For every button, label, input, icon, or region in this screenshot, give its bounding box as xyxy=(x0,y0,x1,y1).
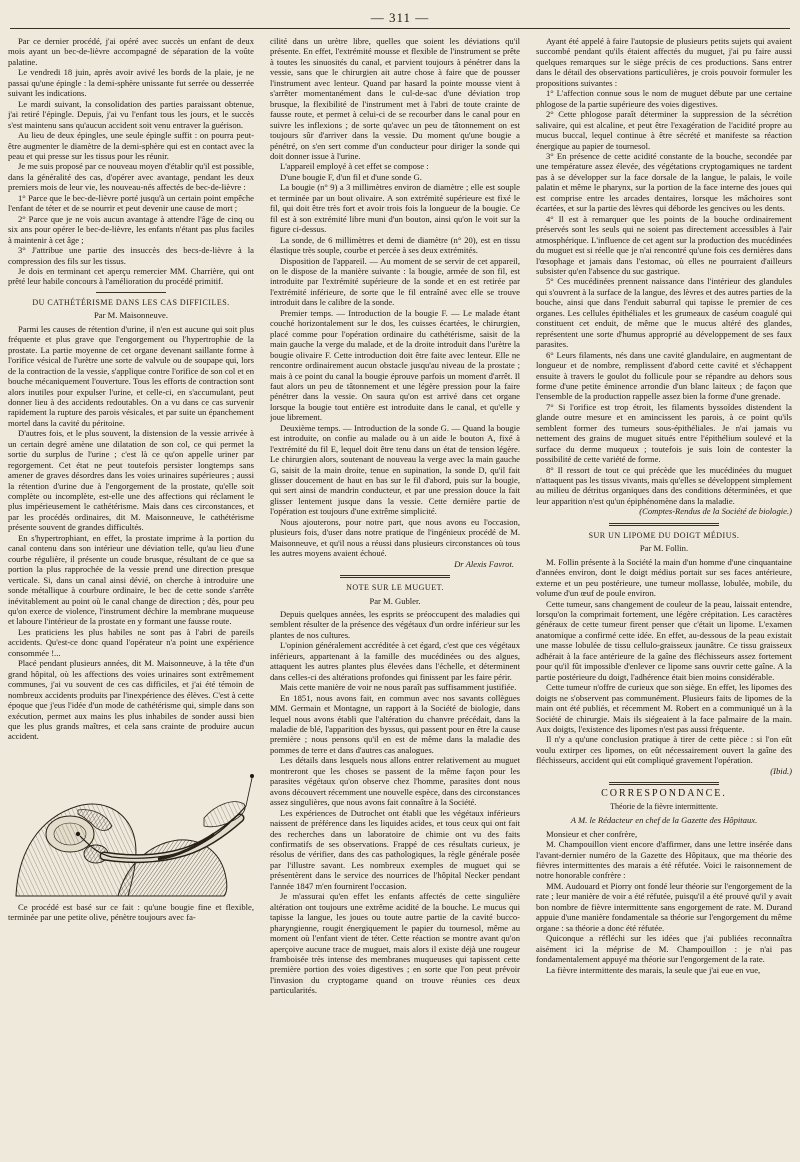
paragraph: Les expériences de Dutrochet ont établi que les végétaux inférieurs naissent de préférence dans les liquides acides, et tous ceux qui ont fait des recherches dans un laboratoire de chimie ont vu des faits confirmatifs de ses observations. Frappé de ces résultats curieux, je résolus de vérifier, dans des cas pathologiques, la règle générale posée par l'illustre savant. Les nombreux exemples de muguet qui se présentèrent dans le service des nourrices de l'hôpital Necker pendant l'année 1847 m'en fournirent l'occasion. xyxy=(270,807,520,891)
correspondence-address: A M. le Rédacteur en chef de la Gazette des Hôpitaux. xyxy=(570,815,758,826)
paragraph: 2° Parce que je ne vois aucun avantage à attendre l'âge de cinq ou six ans pour opérer le bec-de-lièvre, les enfants n'étant pas plus faciles à maintenir à cet âge ; xyxy=(8,213,254,245)
header-rule xyxy=(10,28,790,29)
paragraph: Par ce dernier procédé, j'ai opéré avec succès un enfant de deux mois ayant un bec-de-lièvre accompagné de séparation de la voûte palatine. xyxy=(8,36,254,67)
anatomical-engraving-icon xyxy=(8,748,254,898)
section-separator xyxy=(609,523,719,526)
paragraph: L'appareil employé à cet effet se compose : xyxy=(280,161,429,172)
paragraph: La bougie (n° 9) a 3 millimètres environ de diamètre ; elle est souple et terminée par un bout olivaire. A son extrémité supérieure est fixé le fil, qui doit être très fort et avoir trois fois la longueur de la bougie. Ce fil est à son extrémité libre muni d'un bouton, ainsi qu'on le voit sur la figure ci-dessus. xyxy=(270,182,520,235)
paragraph: 4° Il est à remarquer que les points de la bouche ordinairement préservés sont les seuls qui ne soient pas directement accessibles à l'air atmosphérique. L'influence de cet agent sur la production des mucédinées du muguet est si réelle que je n'ai rencontré qu'une fois ces dernières dans l'œsophage et jamais dans l'estomac, où elles ne pourraient d'ailleurs subsister qu'en l'absence du suc gastrique. xyxy=(536,213,792,276)
paragraph: D'autres fois, et le plus souvent, la distension de la vessie arrivée à un certain degré amène une dilatation de son col, ce qui permet la sortie du surplus de l'urine ; c'est là ce qu'on appelle uriner par regorgement. Cet état ne peut toutefois persister longtemps sans amener de graves désordres dans les voies urinaires supérieures ; aussi la rétention d'urine due à l'engorgement de la prostate, qu'elle soit complète ou incomplète, est-elle une des affections qui réclament le plus impérieusement le cathétérisme. Mais dans ces circonstances, et par les procédés ordinaires, dit M. Maisonneuve, le cathétérisme présente souvent de grandes difficultés. xyxy=(8,428,254,533)
section-title: DU CATHÉTÉRISME DANS LES CAS DIFFICILES. xyxy=(32,297,230,307)
section-separator xyxy=(340,575,450,578)
section-title: NOTE SUR LE MUGUET. xyxy=(346,583,444,593)
figure-caption: Ce procédé est basé sur ce fait : qu'une bougie fine et flexible, terminée par une petite olive, pénètre toujours avec fa- xyxy=(8,901,254,923)
paragraph: 3° En présence de cette acidité constante de la bouche, secondée par une température assez élevée, des végétations cryptogamiques ne tardent pas à se développer sur la face dorsale de la langue, le palais, le voile palatin et même le pharynx, sur la portion de la face interne des joues qui est comprise entre les arcades dentaires, lorsque les mâchoires sont écartées, et sur la partie des lèvres qui déborde les gencives ou les dents. xyxy=(536,150,792,214)
section-title: SUR UN LIPOME DU DOIGT MÉDIUS. xyxy=(588,530,740,540)
paragraph: Cette tumeur n'offre de curieux que son siège. En effet, les lipomes des doigts ne s'observent pas communément. Plusieurs faits de lipomes de la main ont été publiés, et récemment M. Robert en a communiqué un à la Société de chirurgie. Mais ils siégeaient à la face palmaire de la main. Aux doigts, l'existence des lipomes n'est pas aussi fréquente. xyxy=(536,682,792,734)
paragraph: En 1851, nous avons fait, en commun avec nos savants collègues MM. Germain et Montagne, un rapport à la Société de biologie, dans lequel nous avons établi que l'altération du chanvre précédait, dans la maladie de blé, l'apparition des byssus, qui passent pour en être la cause première ; nous pensons qu'il en est de même dans la maladie des pommes de terre et dans d'autres cas analogues. xyxy=(270,692,520,755)
catheter-illustration xyxy=(8,748,254,898)
paragraph: MM. Audouard et Piorry ont fondé leur théorie sur l'engorgement de la rate ; leur manière de voir a été réfutée, puisqu'il a été prouvé qu'il y avait bon nombre de fièvre intermittente sans engorgement de rate. M. Durand appuie d'une manière fondamentale sa théorie sur l'engorgement du même organe : sa théorie a donc été réfutée. xyxy=(536,880,792,933)
paragraph: Le vendredi 18 juin, après avoir avivé les bords de la plaie, je ne passai qu'une épingle : la demi-sphère unissante fut serrée ou desserrée suivant les indications. xyxy=(8,67,254,99)
section-author: Par M. Follin. xyxy=(639,543,689,554)
paragraph: Je m'assurai qu'en effet les enfants affectés de cette singulière altération ont toujours une extrême acidité de la bouche. Le mucus qui tapisse la langue, les joues ou toute autre partie de la cavité bucco-pharyngienne, rougit énergiquement le papier du tournesol, même au moment où l'enfant vient de téter. Cette réaction se montre avant qu'on aperçoive aucune trace de muguet, mais alors il existe déjà une rougeur framboisée très intense des membranes muqueuses qui tapissent cette première portion des voies digestives ; en sorte que l'on peut prévoir l'invasion du cryptogame quand on trouve réunies ces deux particularités. xyxy=(270,891,520,996)
paragraph: Les praticiens les plus habiles ne sont pas à l'abri de pareils accidents. Qu'est-ce donc quand l'opérateur n'a point une expérience consommée !... xyxy=(8,626,254,658)
section-separator xyxy=(609,782,719,785)
paragraph: L'opinion généralement accréditée à cet égard, c'est que ces végétaux inférieurs, appartenant à la famille des mucédinées ou des algues, attaquent les autres plantes plus élevées dans l'échelle, et déterminent dans celles-ci des altérations profondes qui finissent par les faire périr. xyxy=(270,640,520,682)
page-number: — 311 — xyxy=(370,10,430,25)
paragraph: Au lieu de deux épingles, une seule épingle suffit : on pourra peut-être augmenter le diamètre de la demi-sphère qui est en contact avec la peau et qui presse sur les tissus pour les réunir. xyxy=(8,130,254,161)
paragraph: Placé pendant plusieurs années, dit M. Maisonneuve, à la tête d'un grand hôpital, où les affections des voies urinaires sont extrêmement communes, j'ai vu souvent de ces cas difficiles, et j'ai été témoin de nombreux accidents produits par l'inexpérience des élèves. C'est à cette époque que j'eus l'idée d'un mode de cathétérisme qui, simple dans son exécution, permet aux mains les plus inhabiles de sonder aussi bien que les plus grands maîtres, et cela sans crainte de produire aucun accident. xyxy=(8,658,254,742)
paragraph: M. Champouillon vient encore d'affirmer, dans une lettre insérée dans l'avant-dernier numéro de la Gazette des Hôpitaux, que ma théorie des fièvres intermittentes des marais a été réfutée. Voici le raisonnement de notre honorable confrère : xyxy=(536,839,792,881)
paragraph: D'une bougie F, d'un fil et d'une sonde G. xyxy=(280,171,422,182)
paragraph: Nous ajouterons, pour notre part, que nous avons eu l'occasion, plusieurs fois, d'user dans notre pratique de l'ingénieux procédé de M. Maisonneuve, et qu'il nous a réussi dans plusieurs circonstances où tous les autres moyens avaient échoué. xyxy=(270,516,520,559)
paragraph: 7° Si l'orifice est trop étroit, les filaments byssoïdes distendent la glande outre mesure et en amincissent les parois, à ce point qu'ils semblent former des tumeurs sous-épithéliales. Je n'ai jamais vu nettement des grains de muguet situés entre l'épithélium soulevé et la surface du derme muqueux ; toutefois je suis loin de contester la possibilité de cette variété de forme. xyxy=(536,401,792,465)
article-signature: Dr Alexis Favrot. xyxy=(454,558,514,569)
section-author: Par M. Gubler. xyxy=(369,595,421,606)
paragraph: cilité dans un urètre libre, quelles que soient les déviations qu'il présente. En effet, l'extrémité mousse et flexible de l'instrument se prête à toutes les sinuosités du canal, et parvient toujours à pénétrer dans la vessie, sans que le chirurgien ait autre chose à faire que de pousser l'instrument avec lenteur. Quand par hasard la pointe mousse vient à s'arrêter momentanément dans le cul-de-sac d'une déviation trop brusque, la flexibilité de l'instrument met à l'abri de toute crainte de fausse route, et permet à celui-ci de se recourber dans le canal pour en suivre les inflexions ; de sorte qu'avec un peu de tâtonnement on est toujours sûr d'arriver dans la vessie. Du moment qu'une bougie a pénétré, on s'en sert comme d'un conducteur pour diriger la sonde qui doit donner issue à l'urine. xyxy=(270,36,520,161)
paragraph: La fièvre intermittente des marais, la seule que j'ai eue en vue, xyxy=(546,964,761,975)
correspondence-title: CORRESPONDANCE. xyxy=(601,788,727,800)
paragraph: M. Follin présente à la Société la main d'un homme d'une cinquantaine d'années environ, dont le doigt médius portait sur ses faces antérieure, externe et un peu postérieure, une tumeur mollasse, lobulée, mobile, du volume d'un œuf de poule environ. xyxy=(536,556,792,599)
paragraph: Le mardi suivant, la consolidation des parties paraissant obtenue, j'ai retiré l'épingle. Depuis, j'ai vu l'enfant tous les jours, et le succès s'est maintenu sans qu'aucun accident soit venu entraver la guérison. xyxy=(8,98,254,130)
paragraph: Depuis quelques années, les esprits se préoccupent des maladies qui semblent résulter de la présence des végétaux d'un ordre inférieur sur les plantes de nos cultures. xyxy=(270,609,520,640)
paragraph: Il n'y a qu'une conclusion pratique à tirer de cette pièce : si l'on eût voulu extirper ces lipomes, on eût nécessairement ouvert la gaîne des fléchisseurs, accident qui eût compliqué gravement l'opération. xyxy=(536,734,792,766)
source-reference: (Ibid.) xyxy=(770,765,792,776)
paragraph: Parmi les causes de rétention d'urine, il n'en est aucune qui soit plus fréquente et plus grave que l'engorgement ou l'hypertrophie de la prostate. La partie moyenne de cet organe devenant saillante forme à l'orifice vésical de l'urètre une sorte de valvule ou de soupape qui, lors de la contraction de la vessie, s'applique contre l'orifice de son col et en bouche mécaniquement l'ouverture. Tous les efforts de contraction sont alors inutiles pour expulser l'urine, et celle-ci, en s'accumulant, peut donner lieu à des accidents redoutables. On a vu dans ce cas survenir rapidement la rupture des parois vésicales, et par suite un épanchement mortel dans la cavité du péritoine. xyxy=(8,323,254,428)
paragraph: Les détails dans lesquels nous allons entrer relativement au muguet montreront que les choses se passent de la même façon pour les parasites végétaux qu'on observe chez l'homme, parasites dont nous avons découvert récemment une nouvelle espèce, dans des circonstances assez singulières, que nous avons fait connaître à la Société. xyxy=(270,755,520,808)
section-separator xyxy=(96,292,166,293)
paragraph: Deuxième temps. — Introduction de la sonde G. — Quand la bougie est introduite, on confie au malade ou à un aide le bouton A, fixé à l'extrémité du fil E, lequel doit être tenu dans un état de tension légère. Le chirurgien alors, soutenant de nouveau la verge avec la main gauche G, saisit de la main droite, tenue en supination, la sonde D, qu'il fait glisser doucement de haut en bas sur le fil d'abord, puis sur la bougie, qui sert ainsi de mandrin conducteur, et par une pression douce la fait glisser lentement jusque dans la vessie. Cette dernière partie de l'opération est toujours d'une extrême simplicité. xyxy=(270,422,520,517)
paragraph: 6° Leurs filaments, nés dans une cavité glandulaire, en augmentant de longueur et de nombre, remplissent d'abord cette cavité et s'échappent ensuite à travers le goulot du follicule pour se répandre au dehors sous forme d'une petite éminence arrondie d'un blanc laiteux ; de façon que l'ensemble de la production rappelle assez bien la forme d'une grenade. xyxy=(536,349,792,402)
salutation: Monsieur et cher confrère, xyxy=(546,828,638,839)
column-3 xyxy=(536,36,792,1156)
text-columns xyxy=(8,36,792,1156)
source-reference: (Comptes-Rendus de la Société de biologie.) xyxy=(639,506,792,517)
page-header xyxy=(0,6,800,28)
paragraph: Ayant été appelé à faire l'autopsie de plusieurs petits sujets qui avaient succombé pendant qu'ils étaient affectés du muguet, j'ai pu faire aussi quelques remarques sur le siège précis de ces productions. Sans entrer dans le détail des observations particulières, je crois pouvoir formuler les propositions suivantes : xyxy=(536,36,792,88)
paragraph: Premier temps. — Introduction de la bougie F. — Le malade étant couché horizontalement sur le dos, les cuisses écartées, le chirurgien, placé comme pour l'opération ordinaire du cathétérisme, saisit de la main gauche la verge du malade, et de la droite introduit dans l'urètre la bougie olivaire F. Cette introduction doit être faite avec lenteur. Elle ne rencontre ordinairement aucun obstacle jusqu'au niveau de la prostate ; mais à ce point du canal la bougie éprouve parfois un moment d'arrêt. Il faut alors un peu de tâtonnement et une légère pression pour la faire pénétrer dans la vessie. On saura qu'on est arrivé dans cet organe lorsque la bougie tout entière est introduite dans le canal, et qu'elle y joue librement. xyxy=(270,307,520,423)
paragraph: 3° J'attribue une partie des insuccès des becs-de-lièvre à la compression des fils sur les tissus. xyxy=(8,245,254,266)
paragraph: 2° Cette phlogose paraît déterminer la suppression de la sécrétion salivaire, qui est alcaline, et peut être l'exagération de l'acidité propre au mucus buccal, lequel continue à être sécrété et manifeste sa réaction énergique au papier de tournesol. xyxy=(536,109,792,151)
section-author: Par M. Maisonneuve. xyxy=(94,310,168,321)
correspondence-subtitle: Théorie de la fièvre intermittente. xyxy=(610,801,718,811)
paragraph: 8° Il ressort de tout ce qui précède que les mucédinées du muguet n'attaquent pas les tissus vivants, mais qu'elles se développent simplement au milieu de détritus organiques dans des conditions déterminées, et que leur apparition n'est qu'un épiphénomène dans la maladie. xyxy=(536,464,792,506)
paragraph: En s'hypertrophiant, en effet, la prostate imprime à la portion du canal contenu dans son intérieur une déviation telle, qu'au lieu d'une courbe régulière, il présente un coude brusque, résultant de ce que sa portion la plus rapprochée de la vessie prend une direction presque verticale. Si, dans un canal ainsi dévié, on cherche à introduire une sonde métallique à courbure ordinaire, le bec de cette sonde s'arrête inévitablement au point où le canal change de direction ; dès, pour peu qu'on exerce de violence, l'instrument déchire la membrane muqueuse et laboure l'intérieur de la prostate en y formant une fausse route. xyxy=(8,532,254,627)
column-1 xyxy=(8,36,254,1156)
paragraph: 1° L'affection connue sous le nom de muguet débute par une certaine phlogose de la partie supérieure des voies digestives. xyxy=(536,88,792,109)
paragraph: Je me suis proposé par ce nouveau moyen d'établir qu'il est possible, dans la généralité des cas, d'opérer avec avantage, pendant les deux premiers mois de leur vie, les nouveau-nés affectés de bec-de-lièvre : xyxy=(8,161,254,193)
column-2 xyxy=(270,36,520,1156)
paragraph: Cette tumeur, sans changement de couleur de la peau, laissait entendre, lorsqu'on la comprimait fortement, une légère crépitation. Les caractères généraux de cette tumeur firent penser que c'était un lipome. L'examen anatomique a confirmé cette idée. En effet, au-dessous de la peau existait une masse lobulée de tissu cellulo-graisseux jaunâtre. Ce tissu graisseux adhérait à la face antérieure de la gaîne des fléchisseurs assez fortement pour qu'il fût impossible d'enlever ce lipome sans ouvrir cette gaîne. A la partie postérieure du doigt, l'adhérence était bien moins considérable. xyxy=(536,598,792,682)
paragraph: Quiconque a réfléchi sur les idées que j'ai publiées reconnaîtra aisément ici la méprise de M. Champouillon : je n'ai pas fondamentalement appuyé ma théorie sur l'engorgement de la rate. xyxy=(536,933,792,965)
paragraph: Mais cette manière de voir ne nous paraît pas suffisamment justifiée. xyxy=(280,682,517,693)
paragraph: 1° Parce que le bec-de-lièvre porté jusqu'à un certain point empêche l'enfant de téter et de se nourrir et peut devenir une cause de mort ; xyxy=(8,192,254,214)
paragraph: Je dois en terminant cet aperçu remercier MM. Charrière, qui ont prêté leur habile concours à l'amélioration du procédé primitif. xyxy=(8,265,254,287)
paragraph: 5° Ces mucédinées prennent naissance dans l'intérieur des glandules qui s'ouvrent à la surface de la langue, des lèvres et des autres parties de la bouche, ainsi que dans l'enduit saburral qui tapisse le premier de ces organes. Les cellules épithéliales et les grumeaux de caséum coagulé qui constituent cet enduit, de même que le mucus altéré des glandes, représentent une sorte d'humus approprié au développement de ses faux parasites. xyxy=(536,276,792,350)
paragraph: La sonde, de 6 millimètres et demi de diamètre (n° 20), est en tissu élastique très souple, courbe et percée à ses deux extrémités. xyxy=(270,234,520,256)
paragraph: Disposition de l'appareil. — Au moment de se servir de cet appareil, on le dispose de la manière suivante : la bougie, armée de son fil, est introduite par l'extrémité supérieure de la sonde et en est retirée par l'extrémité inférieure, de sorte que le fil entraîné avec elle se trouve introduit dans le calibre de la sonde. xyxy=(270,255,520,308)
